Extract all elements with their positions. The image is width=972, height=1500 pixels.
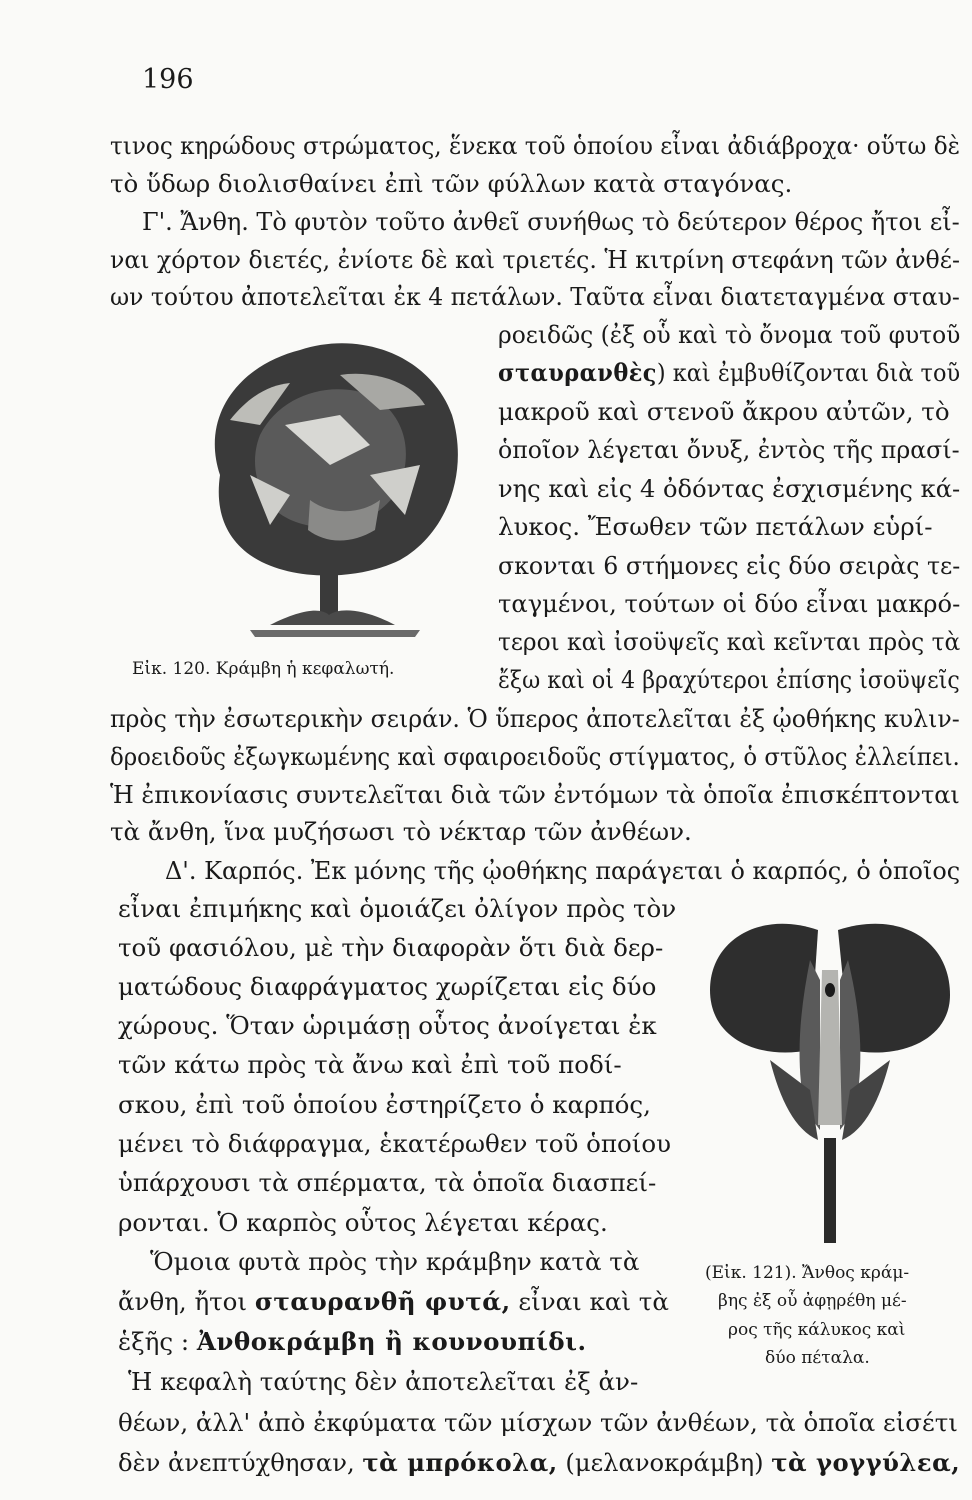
text-line: ματώδους διαφράγματος χωρίζεται εἰς δύο <box>118 972 657 1001</box>
text-line: Ἡ ἐπικονίασις συντελεῖται διὰ τῶν ἐντόμων τὰ ὁποῖα ἐπισκέπτονται <box>110 780 960 809</box>
bold-term: σταυρανθὲς <box>498 358 657 387</box>
page-number: 196 <box>142 64 194 95</box>
text-line: θέων, ἀλλ' ἀπὸ ἐκφύματα τῶν μίσχων τῶν ἀνθέων, τὰ ὁποῖα εἰσέτι <box>118 1408 958 1437</box>
text-line: τὸ ὕδωρ διολισθαίνει ἐπὶ τῶν φύλλων κατὰ σταγόνας. <box>110 169 793 198</box>
text-line: Ἡ κεφαλὴ ταύτης δὲν ἀποτελεῖται ἐξ ἀν- <box>128 1367 639 1396</box>
text-line: δὲν ἀνεπτύχθησαν, τὰ μπρόκολα, (μελανοκράμβη) τὰ γογγύλεα, <box>118 1448 961 1477</box>
text-line: ροειδῶς (ἐξ οὗ καὶ τὸ ὄνομα τοῦ φυτοῦ <box>498 320 961 349</box>
text-line: ναι χόρτον διετές, ἐνίοτε δὲ καὶ τριετές. Ἡ κιτρίνη στεφάνη τῶν ἀνθέ- <box>110 245 960 274</box>
text-line: τὰ ἄνθη, ἵνα μυζήσωσι τὸ νέκταρ τῶν ἀνθέων. <box>110 817 692 846</box>
text-line: δροειδοῦς ἐξωγκωμένης καὶ σφαιροειδοῦς στίγματος, ὁ στῦλος ἐλλείπει. <box>110 742 960 771</box>
text-line: νης καὶ εἰς 4 ὀδόντας ἐσχισμένης κά- <box>498 474 961 503</box>
cabbage-illustration <box>190 325 470 645</box>
text-line: ρονται. Ὁ καρπὸς οὗτος λέγεται κέρας. <box>118 1208 608 1237</box>
text-line: ων τούτου ἀποτελεῖται ἐκ 4 πετάλων. Ταῦτα εἶναι διατεταγμένα σταυ- <box>110 282 960 311</box>
text-line: τεροι καὶ ἰσοϋψεῖς καὶ κεῖνται πρὸς τὰ <box>498 627 961 656</box>
text-line: πρὸς τὴν ἐσωτερικὴν σειράν. Ὁ ὕπερος ἀποτελεῖται ἐξ ᾠοθήκης κυλιν- <box>110 704 960 733</box>
text-line: ταγμένοι, τούτων οἱ δύο εἶναι μακρό- <box>498 589 961 618</box>
bold-term: τὰ μπρόκολα, <box>362 1448 558 1477</box>
text-line: ἄνθη, ἤτοι σταυρανθῆ φυτά, εἶναι καὶ τὰ <box>118 1287 669 1316</box>
figure-120-caption: Εἰκ. 120. Κράμβη ἡ κεφαλωτή. <box>132 659 395 679</box>
bold-term: σταυρανθῆ φυτά, <box>254 1287 511 1316</box>
text-line: σκου, ἐπὶ τοῦ ὁποίου ἐστηρίζετο ὁ καρπός, <box>118 1090 651 1119</box>
cabbage-flower-illustration <box>700 900 960 1250</box>
figure-121-caption-line: βης ἐξ οὗ ἀφῃρέθη μέ- <box>718 1291 907 1311</box>
text-line: εἶναι ἐπιμήκης καὶ ὁμοιάζει ὀλίγον πρὸς τὸν <box>118 894 677 923</box>
text-line: Ὅμοια φυτὰ πρὸς τὴν κράμβην κατὰ τὰ <box>150 1247 640 1276</box>
figure-121-caption-line: (Εἰκ. 121). Ἄνθος κράμ- <box>705 1263 910 1283</box>
bold-term: Ἀνθοκράμβη ἢ κουνουπίδι. <box>196 1327 587 1356</box>
section-heading-flowers: Γ'. Ἄνθη. Τὸ φυτὸν τοῦτο ἀνθεῖ συνήθως τὸ δεύτερον θέρος ἤτοι εἶ- <box>142 207 960 236</box>
bold-term: τὰ γογγύλεα, <box>771 1448 961 1477</box>
text-line: μακροῦ καὶ στενοῦ ἄκρου αὐτῶν, τὸ <box>498 397 950 426</box>
text-line: σταυρανθὲς) καὶ ἐμβυθίζονται διὰ τοῦ <box>498 358 961 387</box>
text-line: ἔξω καὶ οἱ 4 βραχύτεροι ἐπίσης ἰσοϋψεῖς <box>498 665 960 694</box>
text-line: χώρους. Ὅταν ὡριμάσῃ οὗτος ἀνοίγεται ἐκ <box>118 1011 657 1040</box>
text-line: ἑξῆς : Ἀνθοκράμβη ἢ κουνουπίδι. <box>118 1327 587 1356</box>
text-line: λυκος. Ἔσωθεν τῶν πετάλων εὑρί- <box>498 512 933 541</box>
text-line: τοῦ φασιόλου, μὲ τὴν διαφορὰν ὅτι διὰ δερ- <box>118 933 664 962</box>
text-line: τινος κηρώδους στρώματος, ἕνεκα τοῦ ὁποίου εἶναι ἀδιάβροχα· οὕτω δὲ <box>110 131 961 160</box>
text-line: τῶν κάτω πρὸς τὰ ἄνω καὶ ἐπὶ τοῦ ποδί- <box>118 1050 622 1079</box>
text-line: μένει τὸ διάφραγμα, ἑκατέρωθεν τοῦ ὁποίου <box>118 1129 671 1158</box>
text-line: ὑπάρχουσι τὰ σπέρματα, τὰ ὁποῖα διασπεί- <box>118 1168 657 1197</box>
text-line: ὁποῖον λέγεται ὄνυξ, ἐντὸς τῆς πρασί- <box>498 435 960 464</box>
figure-121-caption-line: ρος τῆς κάλυκος καὶ <box>728 1320 906 1340</box>
text-line: σκονται 6 στήμονες εἰς δύο σειρὰς τε- <box>498 551 961 580</box>
section-heading-fruit: Δ'. Καρπός. Ἐκ μόνης τῆς ᾠοθήκης παράγεται ὁ καρπός, ὁ ὁποῖος <box>165 856 961 885</box>
figure-121-caption-line: δύο πέταλα. <box>765 1348 870 1368</box>
